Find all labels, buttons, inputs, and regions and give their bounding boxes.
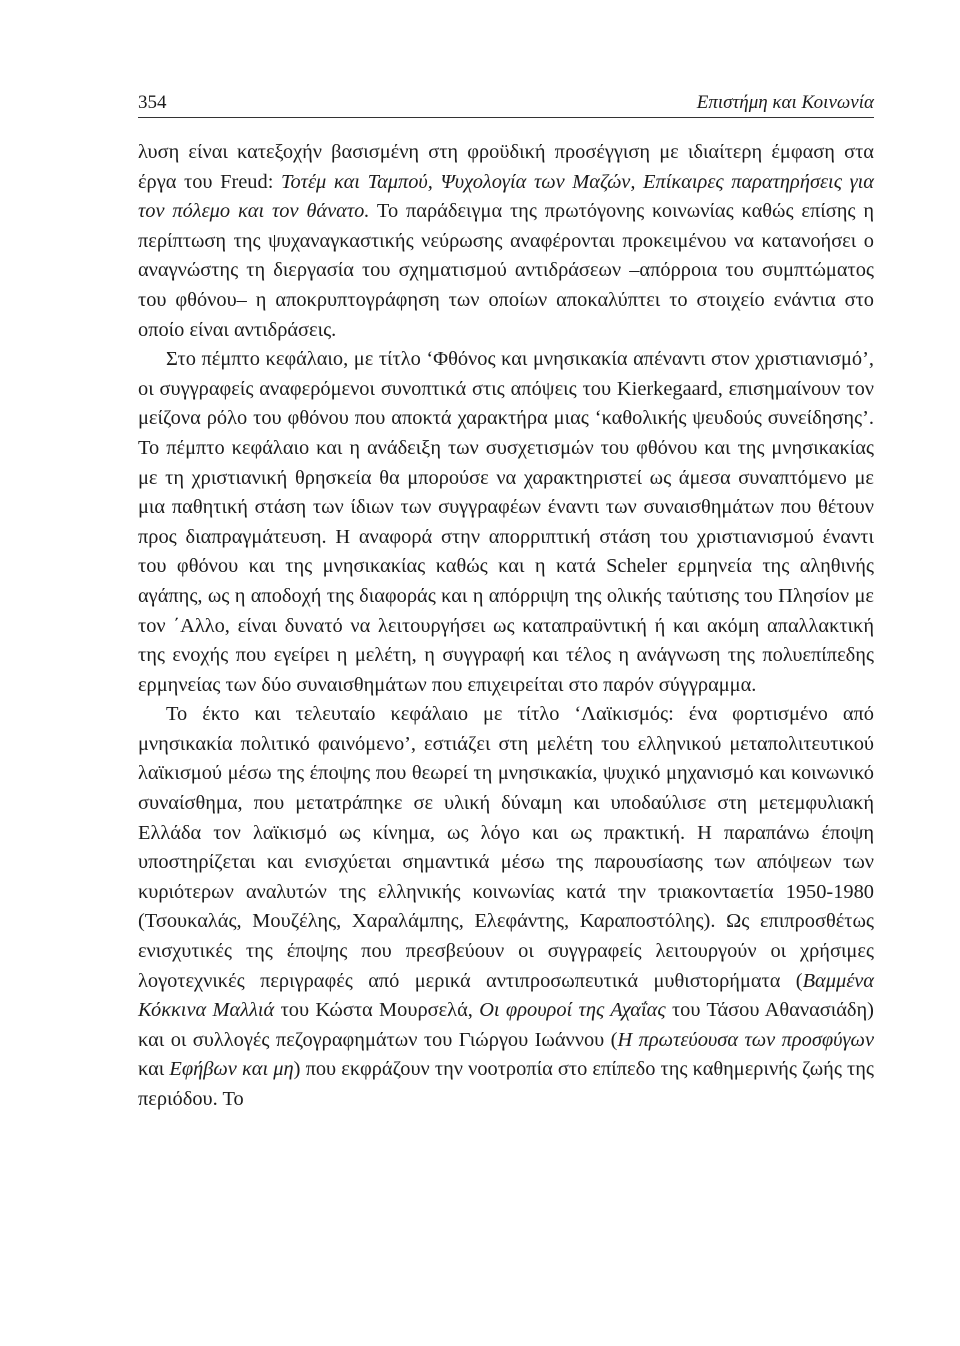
- text-segment: ) που εκφράζουν την νοοτροπία στο επίπεδο της καθημερινής ζωής της περιόδου. Το: [138, 1058, 874, 1110]
- paragraph: [138, 700, 874, 1114]
- italic-segment: Η πρωτεύουσα των προσφύγων: [617, 1028, 874, 1051]
- text-segment: Στο πέμπτο κεφάλαιο, με τίτλο ‘Φθόνος και μνησικακία απέναντι στον χριστιανισμό’, οι συγγραφείς αναφερόμενοι συνοπτικά στις απόψεις του Kierkegaard, επισημαίνουν τον μείζονα ρόλο του φθόνου που αποκτά χαρακτήρα μιας ‘καθολικής ψευδούς συνείδησης’. Το πέμπτο κεφάλαιο και η ανάδειξη των συσχετισμών του φθόνου και της μνησικακίας με τη χριστιανική θρησκεία θα μπορούσε να χαρακτηριστεί ως άμεσα συναπτόμενο με μια παθητική στάση των ίδιων των συγγραφέων έναντι των συναισθημάτων που θέτουν προς διαπραγμάτευση. Η αναφορά στην απορριπτική στάση του χριστιανισμού έναντι του φθόνου και της μνησικακίας καθώς και η κατά Scheler ερμηνεία της αληθινής αγάπης, ως η αποδοχή της διαφοράς και η απόρριψη της ολικής ταύτισης του Πλησίον με τον ΄Αλλο, είναι δυνατό να λειτουργήσει ως καταπραϋντική ή και ακόμη απαλλακτική της ενοχής που εγείρει η μελέτη, η συγγραφή και τέλος η ανάγνωση της πολυεπίπεδης ερμηνείας των δύο συναισθημάτων που επιχειρείται στο παρόν σύγγραμμα.: [138, 348, 874, 696]
- paragraph: [138, 345, 874, 700]
- running-head: [138, 92, 874, 118]
- text-segment: και: [138, 1058, 170, 1081]
- page: [138, 92, 874, 1115]
- text-segment: του Κώστα Μουρσελά,: [274, 999, 480, 1022]
- text-segment: Το έκτο και τελευταίο κεφάλαιο με τίτλο ‘Λαϊκισμός: ένα φορτισμένο από μνησικακία πολιτικό φαινόμενο’, εστιάζει στη μελέτη του ελληνικού μεταπολιτευτικού λαϊκισμού μέσω της έποψης που θεωρεί τη μνησικακία, ψυχικό μηχανισμό και κοινωνικό συναίσθημα, που μετατράπηκε σε υλική δύναμη και υποδαύλισε στη μετεμφυλιακή Ελλάδα τον λαϊκισμό ως κίνημα, ως λόγο και ως πρακτική. Η παραπάνω έποψη υποστηρίζεται και ενισχύεται σημαντικά μέσω της παρουσίασης των απόψεων των κυριότερων αναλυτών της ελληνικής κοινωνίας κατά την τριακονταετία 1950-1980 (Τσουκαλάς, Μουζέλης, Χαραλάμπης, Ελεφάντης, Καραποστόλης). Ως επιπροσθέτως ενισχυτικές της έποψης που πρεσβεύουν οι συγγραφείς λειτουργούν οι χρήσιμες λογοτεχνικές περιγραφές από μερικά αντιπροσωπευτικά μυθιστορήματα (: [138, 703, 874, 992]
- page-number: 354: [138, 92, 167, 113]
- text-segment: του Τάσου Αθανασιάδη) και οι συλλογές πεζογραφημάτων του Γιώργου Ιωάννου (: [138, 999, 874, 1051]
- italic-segment: Οι φρουροί της Αχαΐας: [479, 999, 666, 1022]
- italic-segment: Τοτέμ και Ταμπού, Ψυχολογία των Μαζών, Επίκαιρες παρατηρήσεις για τον πόλεμο και τον θάνατο.: [138, 170, 874, 223]
- running-title: Επιστήμη και Κοινωνία: [696, 92, 874, 113]
- italic-segment: Βαμμένα Κόκκινα Μαλλιά: [138, 969, 874, 1022]
- paragraph: [138, 138, 874, 345]
- italic-segment: Εφήβων και μη: [169, 1058, 294, 1081]
- text-segment: λυση είναι κατεξοχήν βασισμένη στη φροϋδική προσέγγιση με ιδιαίτερη έμφαση στα έργα του Freud:: [138, 141, 874, 193]
- body-text: [138, 138, 874, 1115]
- text-segment: Το παράδειγμα της πρωτόγονης κοινωνίας καθώς επίσης η περίπτωση της ψυχαναγκαστικής νεύρωσης αναφέρονται προκειμένου να κατανοήσει ο αναγνώστης τη διεργασία του σχηματισμού αντιδράσεων –απόρροια του συμπτώματος του φθόνου– η αποκρυπτογράφηση των οποίων αποκαλύπτει το στοιχείο ενάντια στο οποίο είναι αντιδράσεις.: [138, 200, 874, 341]
